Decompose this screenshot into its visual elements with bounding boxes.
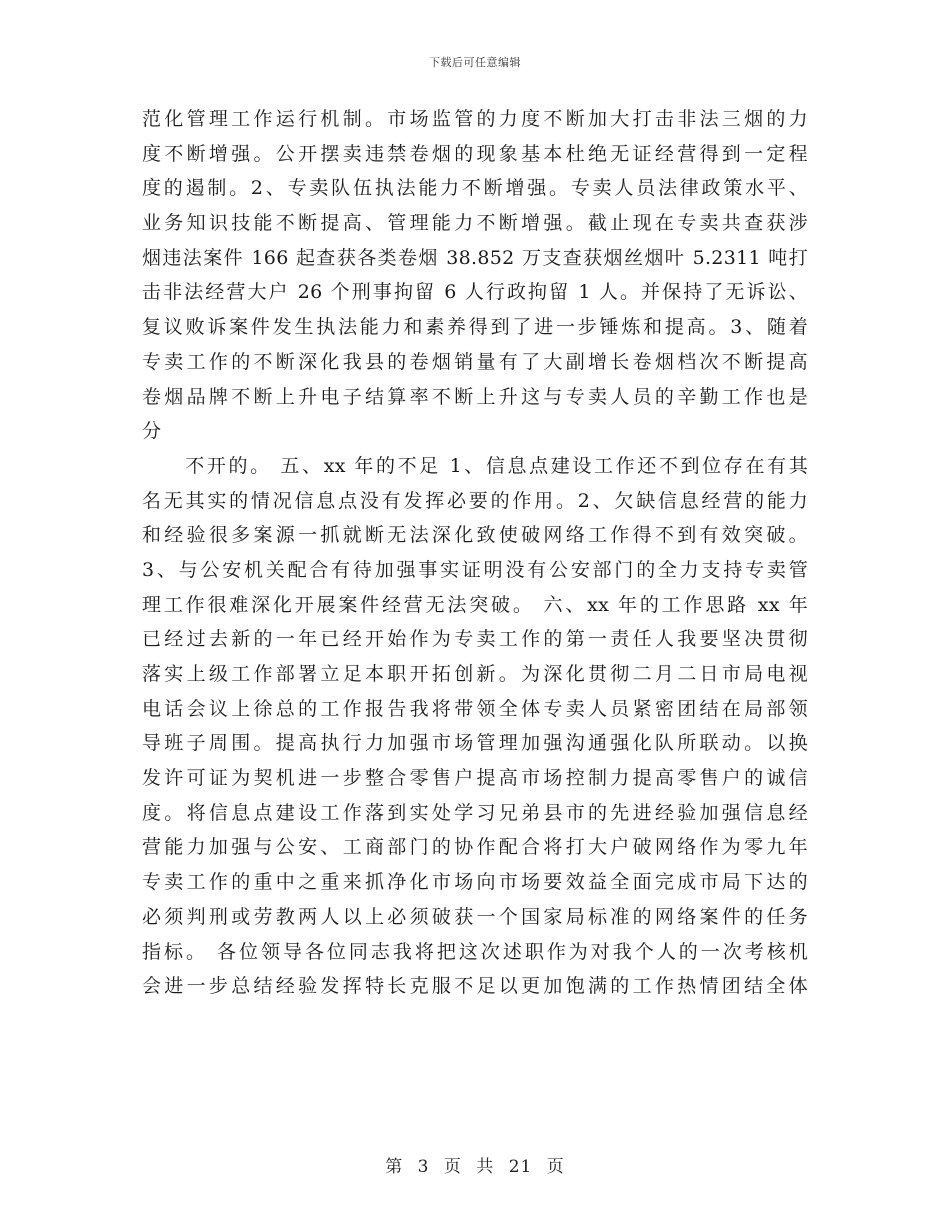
text-line: 理工作很难深化开展案件经营无法突破。 六、xx 年的工作思路 xx 年 bbox=[142, 593, 808, 616]
text-line: 卷烟品牌不断上升电子结算率不断上升这与专卖人员的辛勤工作也是 bbox=[142, 385, 808, 408]
document-body bbox=[142, 102, 808, 1004]
text-line: 分 bbox=[142, 420, 162, 443]
page-footer: 第 3 页 共 21 页 bbox=[385, 1157, 565, 1177]
text-line: 3、与公安机关配合有待加强事实证明没有公安部门的全力支持专卖管 bbox=[142, 558, 808, 581]
text-line: 和经验很多案源一抓就断无法深化致使破网络工作得不到有效突破。 bbox=[142, 524, 808, 547]
text-line: 指标。 各位领导各位同志我将把这次述职作为对我个人的一次考核机 bbox=[142, 940, 808, 963]
text-line: 名无其实的情况信息点没有发挥必要的作用。2、欠缺信息经营的能力 bbox=[142, 489, 808, 512]
text-line: 必须判刑或劳教两人以上必须破获一个国家局标准的网络案件的任务 bbox=[142, 905, 808, 928]
text-line: 落实上级工作部署立足本职开拓创新。为深化贯彻二月二日市局电视 bbox=[142, 663, 808, 685]
text-line: 营能力加强与公安、工商部门的协作配合将打大户破网络作为零九年 bbox=[142, 836, 808, 859]
text-line: 范化管理工作运行机制。市场监管的力度不断加大打击非法三烟的力 bbox=[142, 108, 808, 130]
text-line: 度不断增强。公开摆卖违禁卷烟的现象基本杜绝无证经营得到一定程 bbox=[142, 142, 808, 165]
text-line: 专卖工作的不断深化我县的卷烟销量有了大副增长卷烟档次不断提高 bbox=[142, 350, 808, 373]
text-line: 导班子周围。提高执行力加强市场管理加强沟通强化队所联动。以换 bbox=[142, 732, 808, 755]
text-line: 会进一步总结经验发挥特长克服不足以更加饱满的工作热情团结全体 bbox=[142, 975, 808, 998]
text-line: 烟违法案件 166 起查获各类卷烟 38.852 万支查获烟丝烟叶 5.2311 吨打 bbox=[142, 246, 808, 269]
text-line: 击非法经营大户 26 个刑事拘留 6 人行政拘留 1 人。并保持了无诉讼、 bbox=[142, 281, 808, 304]
text-line: 度。将信息点建设工作落到实处学习兄弟县市的先进经验加强信息经 bbox=[142, 801, 808, 824]
text-line: 度的遏制。2、专卖队伍执法能力不断增强。专卖人员法律政策水平、 bbox=[142, 177, 808, 200]
text-line: 专卖工作的重中之重来抓净化市场向市场要效益全面完成市局下达的 bbox=[142, 871, 808, 894]
text-line: 已经过去新的一年已经开始作为专卖工作的第一责任人我要坚决贯彻 bbox=[142, 628, 808, 651]
text-line: 业务知识技能不断提高、管理能力不断增强。截止现在专卖共查获涉 bbox=[142, 212, 808, 235]
page-header: 下载后可任意编辑 bbox=[429, 56, 521, 69]
text-line: 不开的。 五、xx 年的不足 1、信息点建设工作还不到位存在有其 bbox=[142, 454, 808, 477]
text-line: 电话会议上徐总的工作报告我将带领全体专卖人员紧密团结在局部领 bbox=[142, 697, 808, 720]
text-line: 发许可证为契机进一步整合零售户提高市场控制力提高零售户的诚信 bbox=[142, 767, 808, 790]
text-line: 复议败诉案件发生执法能力和素养得到了进一步锤炼和提高。3、随着 bbox=[142, 316, 808, 339]
